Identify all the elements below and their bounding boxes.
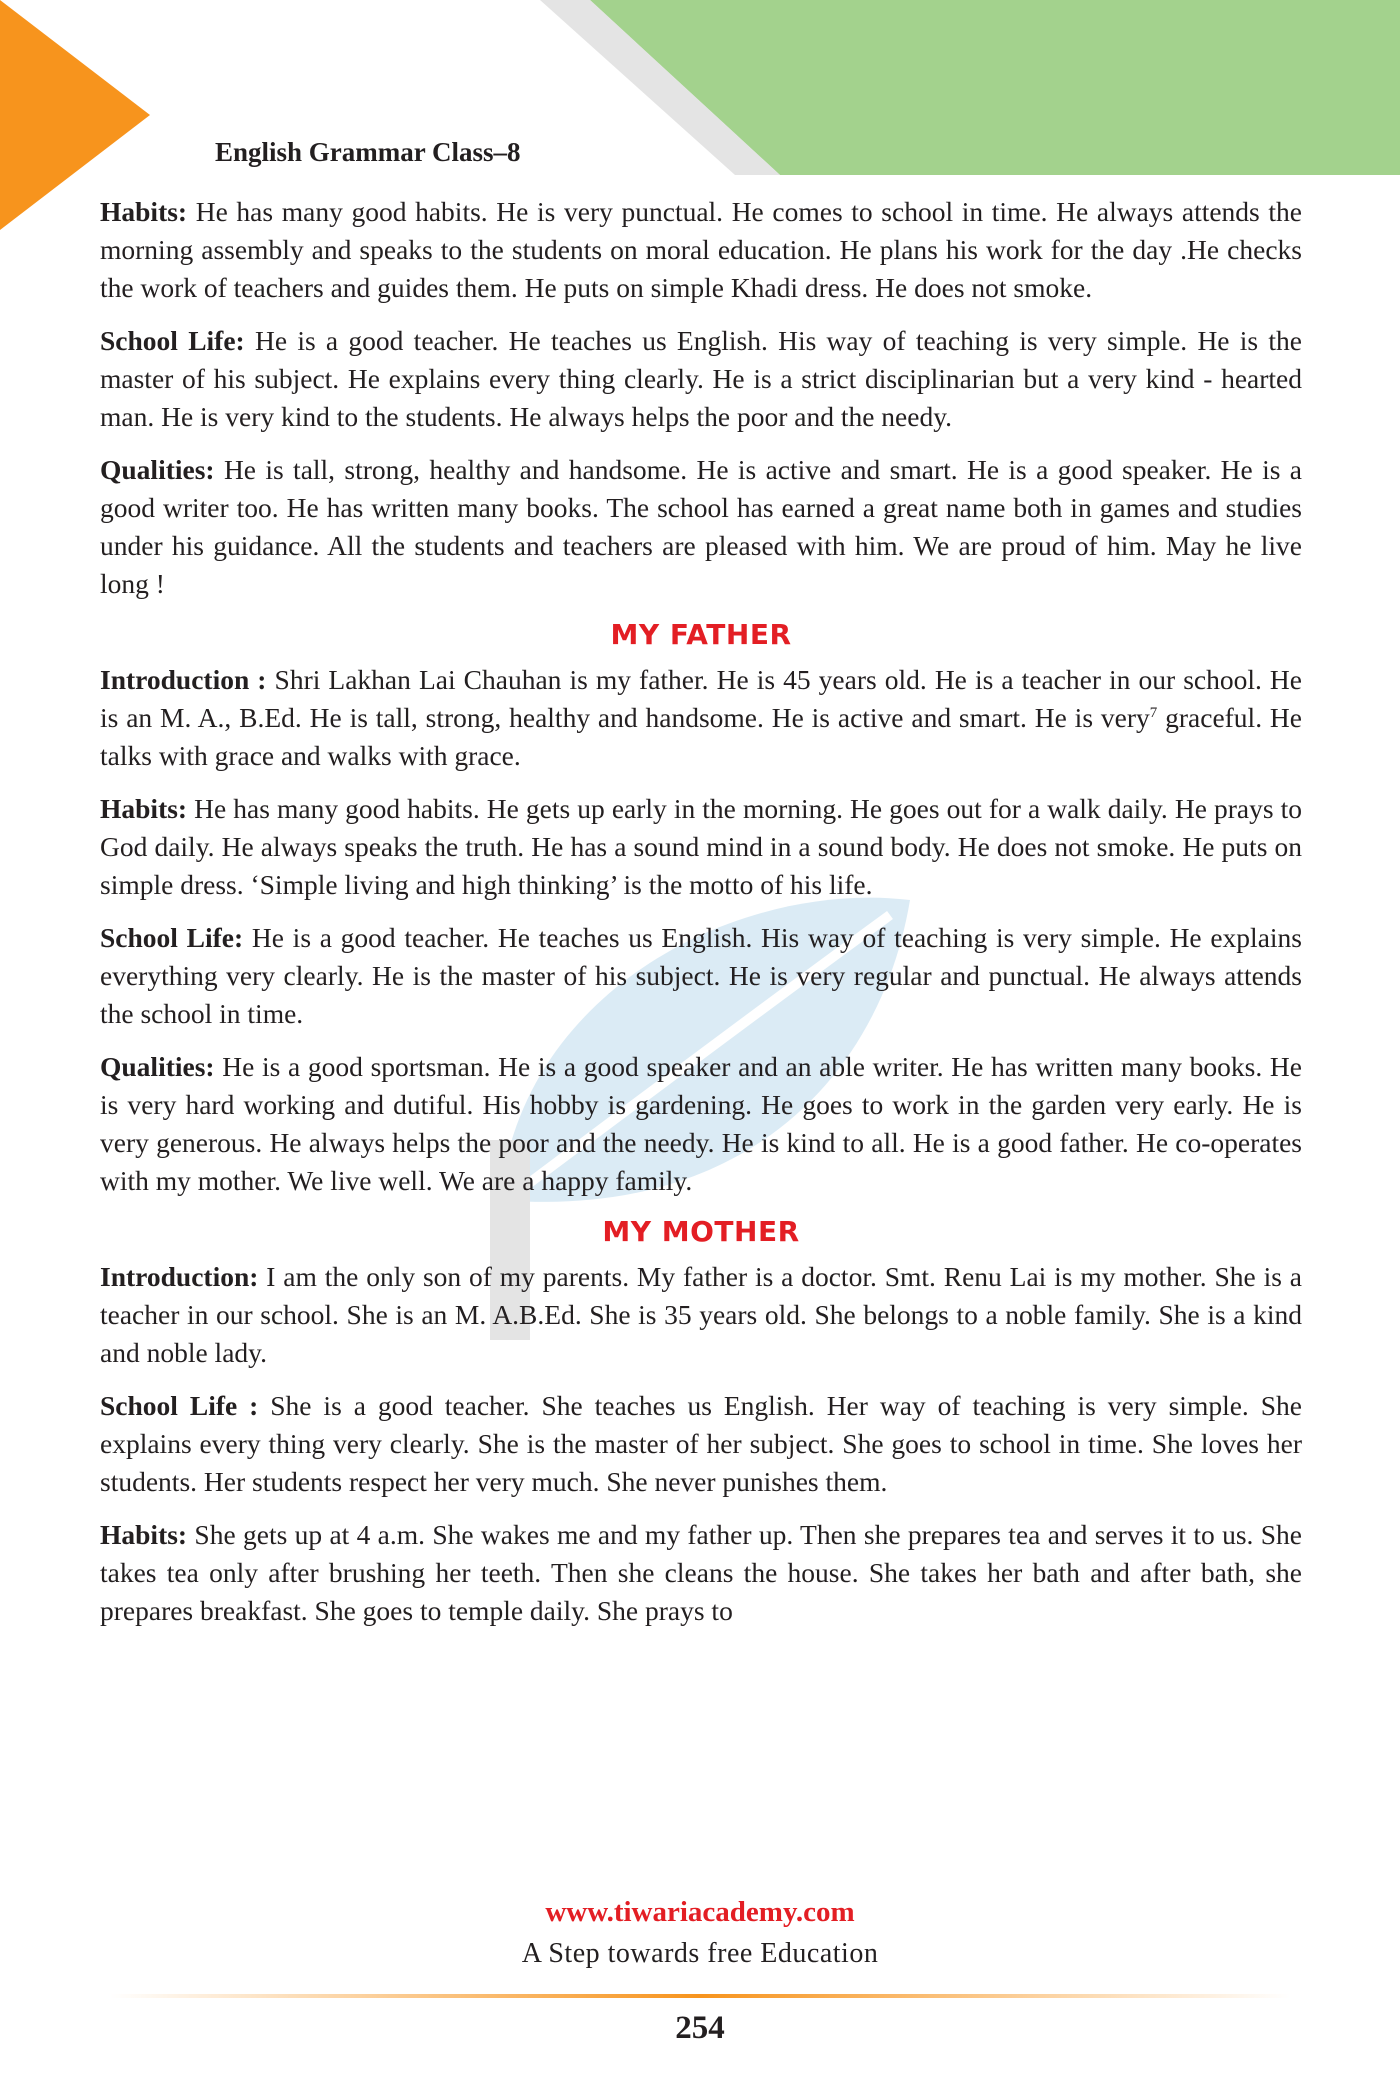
father-qualities-label: Qualities: bbox=[100, 1051, 215, 1082]
qualities-text: He is tall, strong, healthy and handsome. He is active and smart. He is a good speaker. He is a good writer too. He has written many books. The school has earned a great name both in games and studies under his guidance. All the students and teachers are pleased with him. We are proud of him. May he live long ! bbox=[100, 454, 1302, 599]
father-habits-paragraph bbox=[100, 790, 1302, 904]
school-life-label: School Life: bbox=[100, 325, 245, 356]
footer-divider bbox=[110, 1992, 1290, 2000]
qualities-paragraph bbox=[100, 451, 1302, 603]
father-intro-text-b: graceful. He talks with grace and walks with grace. bbox=[100, 702, 1302, 771]
mother-school-life-text: She is a good teacher. She teaches us English. Her way of teaching is very simple. She explains every thing very clearly. She is the master of her subject. She goes to school in time. She loves her students. Her students respect her very much. She never punishes them. bbox=[100, 1390, 1302, 1497]
habits-label: Habits: bbox=[100, 196, 188, 227]
header-decoration bbox=[0, 0, 1400, 175]
father-habits-text: He has many good habits. He gets up early in the morning. He goes out for a walk daily. He prays to God daily. He always speaks the truth. He has a sound mind in a sound body. He does not smoke. He puts on simple dress. ‘Simple living and high thinking’ is the motto of his life. bbox=[100, 793, 1302, 900]
father-intro-text-a: Shri Lakhan Lai Chauhan is my father. He is 45 years old. He is a teacher in our school. He is an M. A., B.Ed. He is tall, strong, healthy and handsome. He is active and smart. He is very bbox=[100, 664, 1302, 733]
father-intro-label: Introduction : bbox=[100, 664, 267, 695]
habits-paragraph bbox=[100, 193, 1302, 307]
father-qualities-paragraph bbox=[100, 1048, 1302, 1200]
father-school-life-paragraph bbox=[100, 919, 1302, 1033]
mother-intro-text: I am the only son of my parents. My father is a doctor. Smt. Renu Lai is my mother. She is a teacher in our school. She is an M. A.B.Ed. She is 35 years old. She belongs to a noble family. She is a kind and noble lady. bbox=[100, 1261, 1302, 1368]
father-qualities-text: He is a good sportsman. He is a good speaker and an able writer. He has written many books. He is very hard working and dutiful. His hobby is gardening. He goes to work in the garden very early. He is very generous. He always helps the poor and the needy. He is kind to all. He is a good father. He co-operates with my mother. We live well. We are a happy family. bbox=[100, 1051, 1302, 1196]
school-life-paragraph bbox=[100, 322, 1302, 436]
page-content bbox=[100, 193, 1302, 1645]
mother-school-life-paragraph bbox=[100, 1387, 1302, 1501]
father-school-life-text: He is a good teacher. He teaches us English. His way of teaching is very simple. He explains everything very clearly. He is the master of his subject. He is very regular and punctual. He always attends the school in time. bbox=[100, 922, 1302, 1029]
mother-habits-text: She gets up at 4 a.m. She wakes me and my father up. Then she prepares tea and serves it to us. She takes tea only after brushing her teeth. Then she cleans the house. She takes her bath and after bath, she prepares breakfast. She goes to temple daily. She prays to bbox=[100, 1519, 1302, 1626]
mother-intro-paragraph bbox=[100, 1258, 1302, 1372]
mother-intro-label: Introduction: bbox=[100, 1261, 259, 1292]
habits-text: He has many good habits. He is very punctual. He comes to school in time. He always attends the morning assembly and speaks to the students on moral education. He plans his work for the day .He checks the work of teachers and guides them. He puts on simple Khadi dress. He does not smoke. bbox=[100, 196, 1302, 303]
mother-habits-label: Habits: bbox=[100, 1519, 188, 1550]
my-father-heading: MY FATHER bbox=[610, 618, 792, 651]
father-intro-superscript: 7 bbox=[1149, 704, 1158, 721]
father-intro-paragraph bbox=[100, 661, 1302, 775]
school-life-text: He is a good teacher. He teaches us English. His way of teaching is very simple. He is the master of his subject. He explains every thing clearly. He is a strict disciplinarian but a very kind - hearted man. He is very kind to the students. He always helps the poor and the needy. bbox=[100, 325, 1302, 432]
page-number: 254 bbox=[675, 2010, 725, 2046]
mother-habits-paragraph bbox=[100, 1516, 1302, 1630]
father-habits-label: Habits: bbox=[100, 793, 188, 824]
mother-school-life-label: School Life : bbox=[100, 1390, 259, 1421]
my-mother-heading: MY MOTHER bbox=[602, 1215, 800, 1248]
footer-tagline: A Step towards free Education bbox=[521, 1938, 879, 1969]
footer-website-link[interactable]: www.tiwariacademy.com bbox=[545, 1896, 855, 1928]
qualities-label: Qualities: bbox=[100, 454, 215, 485]
father-school-life-label: School Life: bbox=[100, 922, 244, 953]
header-title: English Grammar Class–8 bbox=[215, 137, 521, 167]
